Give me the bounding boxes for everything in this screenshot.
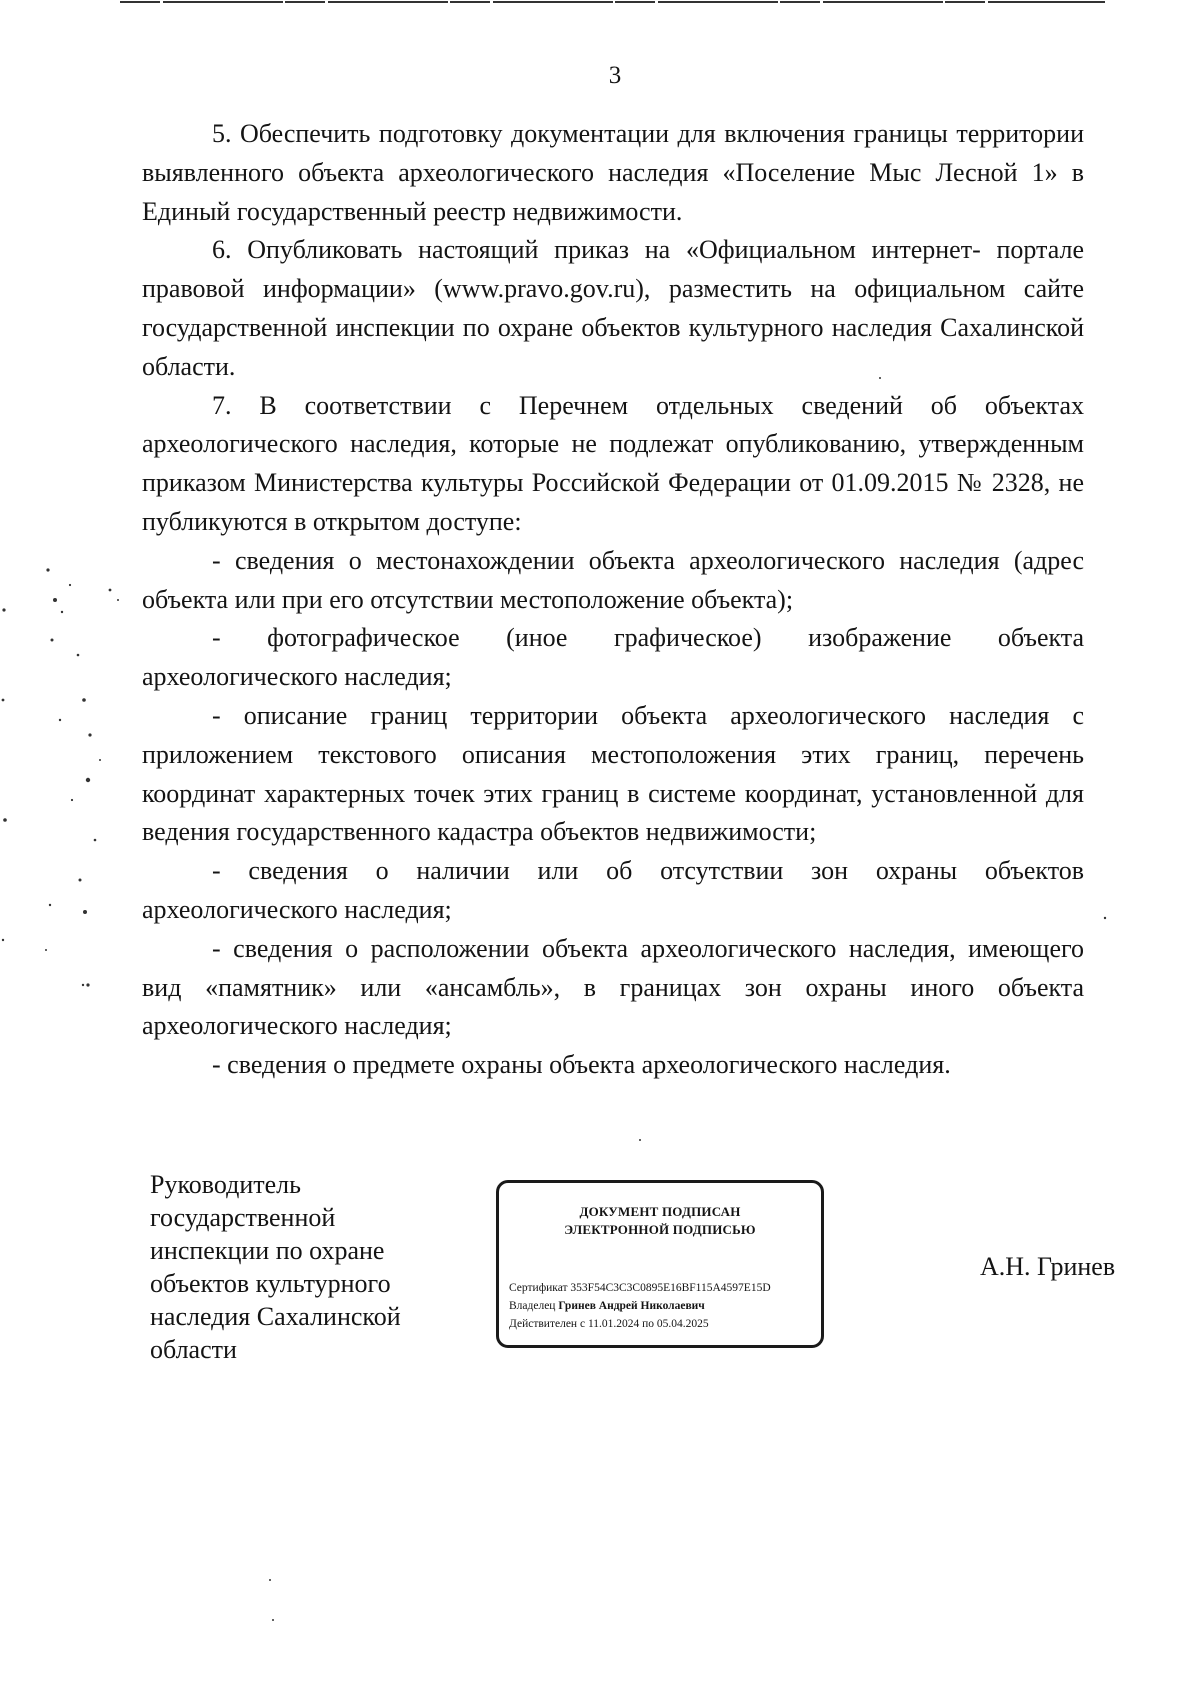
paragraph-item-7: 7. В соответствии с Перечнем отдельных сведений об объектах археологического наследия, которые не подлежат опубликованию, утвержденным приказом Министерства культуры Российской Федерации от 01.09.2015 № 2328, не публикуются в открытом доступе: <box>142 390 1084 536</box>
stamp-validity: Действителен с 11.01.2024 по 05.04.2025 <box>509 1318 709 1330</box>
position-line: области <box>150 1335 237 1364</box>
position-line: объектов культурного <box>150 1269 391 1298</box>
stamp-owner <box>509 1297 771 1315</box>
stamp-owner-label: Владелец <box>509 1300 559 1312</box>
electronic-signature-stamp <box>496 1180 824 1348</box>
signer-name: А.Н. Гринев <box>980 1252 1116 1281</box>
position-line: наследия Сахалинской <box>150 1302 401 1331</box>
list-item-photo: - фотографическое (иное графическое) изображение объекта археологического наследия; <box>142 623 1084 692</box>
position-line: Руководитель <box>150 1170 301 1199</box>
document-body <box>142 115 1084 1085</box>
page-number: 3 <box>608 62 622 89</box>
list-item-protection-zones: - сведения о наличии или об отсутствии зон охраны объектов археологического наследия; <box>142 856 1084 924</box>
paragraph-item-5: 5. Обеспечить подготовку документации для включения границы территории выявленного объекта археологического наследия «Поселение Мыс Лесной 1» в Единый государственный реестр недвижимости. <box>142 119 1084 226</box>
stamp-title-line: ЭЛЕКТРОННОЙ ПОДПИСЬЮ <box>564 1222 756 1237</box>
list-item-monument-location: - сведения о расположении объекта археологического наследия, имеющего вид «памятник» или «ансамбль», в границах зон охраны иного объекта археологического наследия; <box>142 933 1084 1041</box>
list-item-boundaries: - описание границ территории объекта археологического наследия с приложением текстового описания местоположения этих границ, перечень координат характерных точек этих границ в системе координат, установленной для ведения государственного кадастра объектов недвижимости; <box>142 700 1084 847</box>
stamp-details <box>509 1279 771 1333</box>
position-line: инспекции по охране <box>150 1236 385 1265</box>
list-item-protection-subject: - сведения о предмете охраны объекта археологического наследия. <box>212 1050 951 1080</box>
stamp-owner-name: Гринев Андрей Николаевич <box>558 1300 705 1312</box>
paragraph-item-6: 6. Опубликовать настоящий приказ на «Официальном интернет- портале правовой информации» (www.pravo.gov.ru), разместить на официальном сайте государственной инспекции по охране объектов культурного наследия Сахалинской области. <box>142 235 1084 381</box>
position-line: государственной <box>150 1203 336 1232</box>
signatory-position <box>150 1168 450 1366</box>
stamp-title-line: ДОКУМЕНТ ПОДПИСАН <box>579 1204 741 1219</box>
stamp-title <box>499 1203 821 1239</box>
list-item-location: - сведения о местонахождении объекта археологического наследия (адрес объекта или при его отсутствии местоположение объекта); <box>142 545 1084 614</box>
stamp-certificate: Сертификат 353F54C3C3C0895E16BF115A4597E15D <box>509 1282 771 1294</box>
